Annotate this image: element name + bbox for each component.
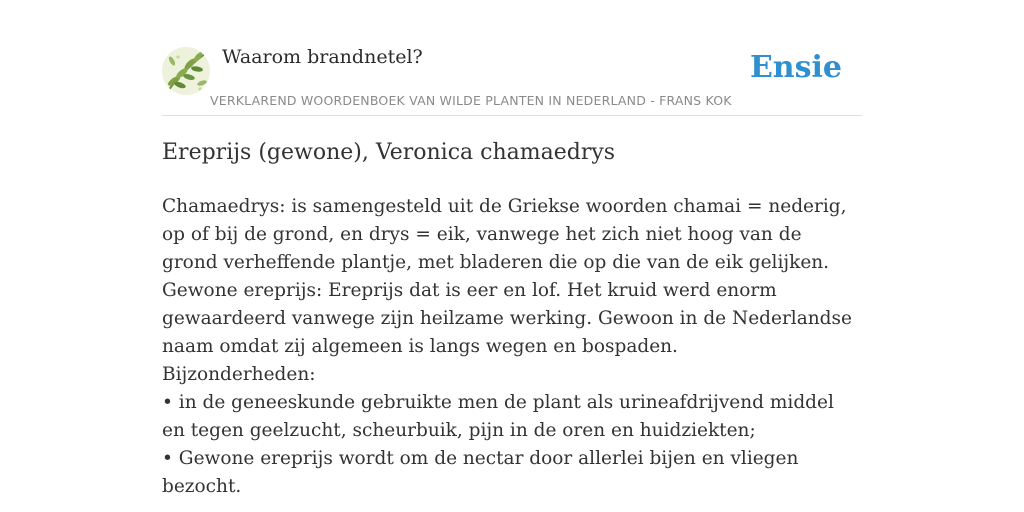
entry-paragraph: Bijzonderheden:: [162, 364, 316, 385]
source-subtitle[interactable]: VERKLAREND WOORDENBOEK VAN WILDE PLANTEN IN NEDERLAND - FRANS KOK: [210, 93, 732, 108]
source-avatar[interactable]: [162, 47, 210, 95]
entry-bullet: • in de geneeskunde gebruikte men de plant als urineafdrijvend middel en tegen geelzucht, scheurbuik, pijn in de oren en huidziekten;: [162, 392, 834, 441]
entry-body: [162, 193, 862, 501]
leaf-icon: [162, 47, 210, 95]
entry-bullet: • Gewone ereprijs wordt om de nectar door allerlei bijen en vliegen bezocht.: [162, 448, 799, 497]
brand-logo[interactable]: Ensie: [749, 50, 842, 85]
entry-title: Ereprijs (gewone), Veronica chamaedrys: [162, 140, 616, 165]
header-divider: [162, 115, 862, 116]
entry-paragraph: Gewone ereprijs: Ereprijs dat is eer en lof. Het kruid werd enorm gewaardeerd vanwege zijn heilzame werking. Gewoon in de Nederlandse naam omdat zij algemeen is langs wegen en bospaden.: [162, 280, 852, 357]
source-title[interactable]: Waarom brandnetel?: [222, 46, 423, 68]
source-header: [162, 44, 862, 116]
entry-paragraph: Chamaedrys: is samengesteld uit de Griekse woorden chamai = nederig, op of bij de grond, en drys = eik, vanwege het zich niet hoog van de grond verheffende plantje, met bladeren die op die van de eik gelijken.: [162, 196, 847, 273]
